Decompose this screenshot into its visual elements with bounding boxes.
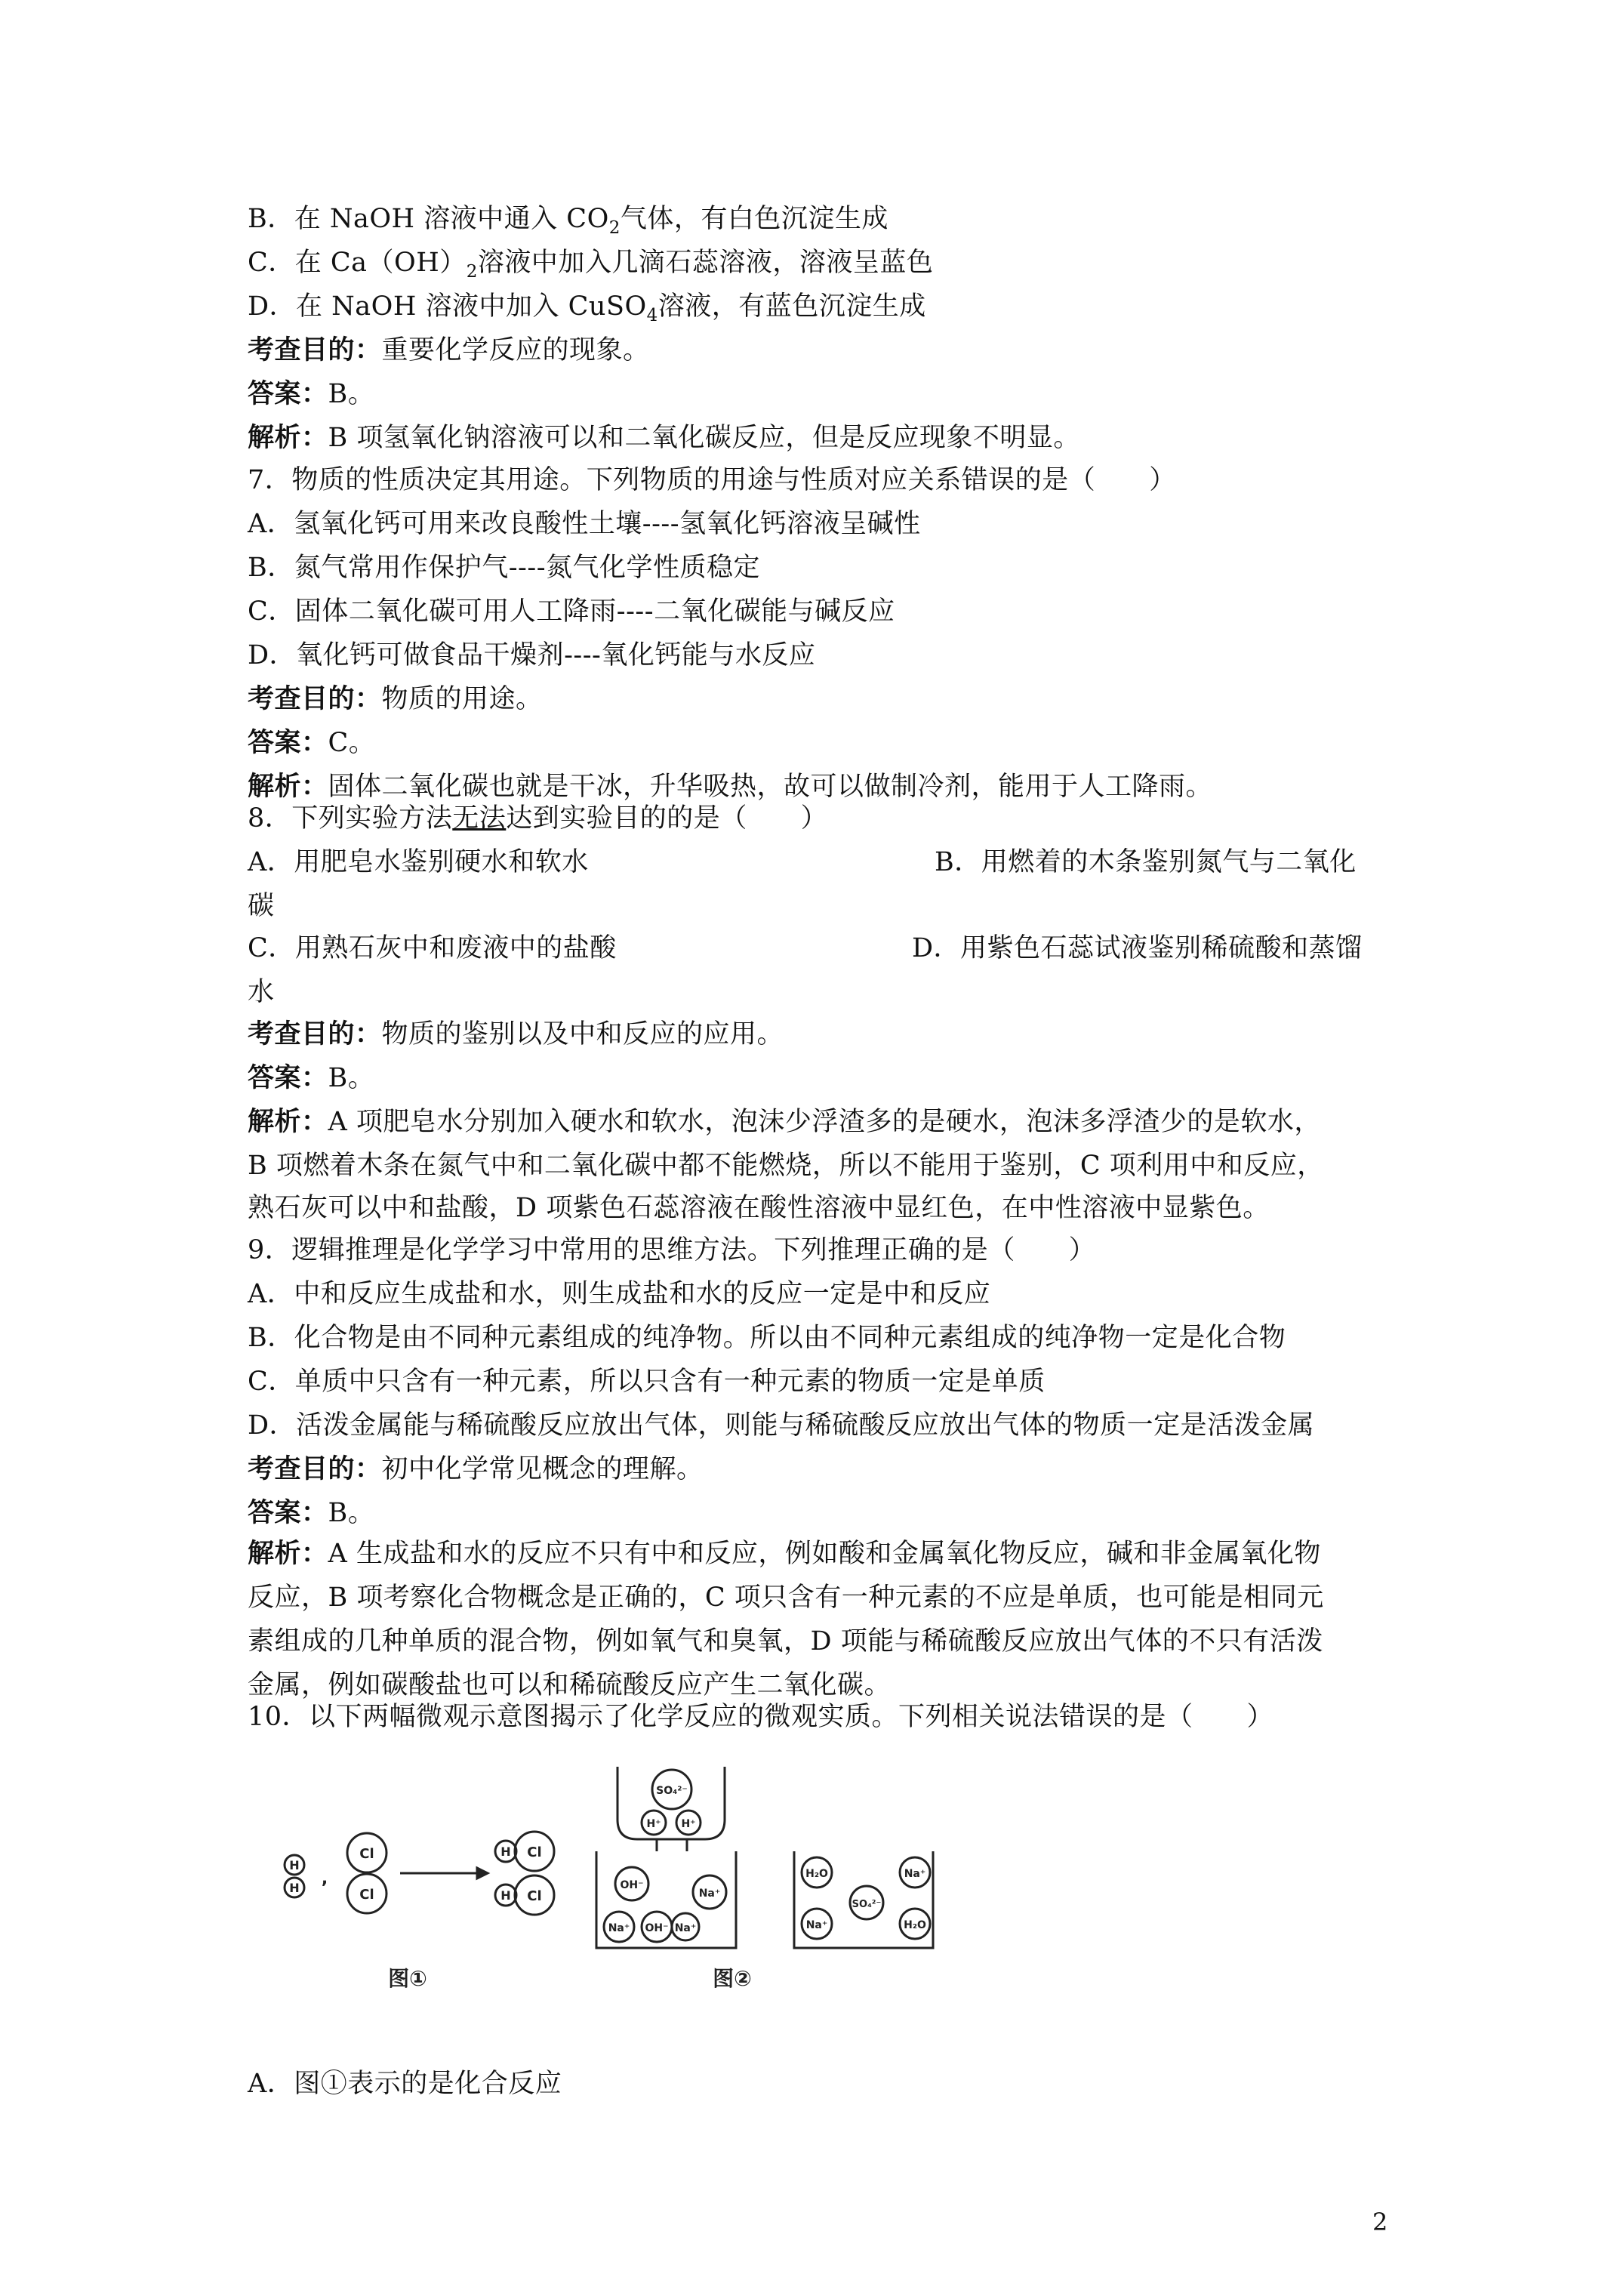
q8-option-c: C．用熟石灰中和废液中的盐酸 xyxy=(248,933,617,963)
cl-atom-label: Cl xyxy=(527,1888,542,1904)
q10-option-a: A．图①表示的是化合反应 xyxy=(248,2069,562,2099)
q9-analysis-line3: 素组成的几种单质的混合物，例如氧气和臭氧，D 项能与稀硫酸反应放出气体的不只有活泼 xyxy=(248,1626,1323,1657)
q10-micro-diagram xyxy=(279,1767,959,2016)
dropper-container xyxy=(617,1767,725,1839)
q10-stem: 10．以下两幅微观示意图揭示了化学反应的微观实质。下列相关说法错误的是（ ） xyxy=(248,1702,1274,1732)
q8-option-b: B．用燃着的木条鉴别氮气与二氧化 xyxy=(935,847,1357,877)
q8-answer: 答案：B。 xyxy=(248,1062,375,1093)
q8-analysis-line3: 熟石灰可以中和盐酸，D 项紫色石蕊溶液在酸性溶液中显红色，在中性溶液中显紫色。 xyxy=(248,1193,1270,1223)
q8-analysis-line2: B 项燃着木条在氮气中和二氧化碳中都不能燃烧，所以不能用于鉴别，C 项利用中和反应， xyxy=(248,1151,1324,1181)
sulfate-ion-label: SO₄²⁻ xyxy=(656,1785,688,1797)
q8-analysis-line1: 解析：A 项肥皂水分别加入硬水和软水，泡沫少浮渣多的是硬水，泡沫多浮渣少的是软水， xyxy=(248,1106,1321,1137)
h-atom-label: H xyxy=(289,1858,300,1872)
q9-analysis-line4: 金属，例如碳酸盐也可以和稀硫酸反应产生二氧化碳。 xyxy=(248,1670,892,1700)
q7-answer: 答案：C。 xyxy=(248,727,376,758)
q6-option-c: C．在 $Ca(OH)_2$溶液中加入几滴石蕊溶液，溶液呈蓝色 xyxy=(248,248,934,282)
cl-atom-label: Cl xyxy=(527,1845,542,1860)
q6-analysis: 解析：B 项氢氧化钠溶液可以和二氧化碳反应，但是反应现象不明显。 xyxy=(248,422,1080,453)
sodium-ion-label: Na⁺ xyxy=(904,1868,926,1880)
h-atom-label: H xyxy=(500,1888,511,1903)
figure-1 xyxy=(285,1832,554,1991)
q8-option-d: D．用紫色石蕊试液鉴别稀硫酸和蒸馏 xyxy=(912,933,1363,963)
q9-analysis-line1: 解析：A 生成盐和水的反应不只有中和反应，例如酸和金属氧化物反应，碱和非金属氧化物 xyxy=(248,1538,1321,1569)
q8-option-b-wrap: 碳 xyxy=(248,891,275,921)
h-atom-label: H xyxy=(500,1845,511,1859)
q7-stem: 7．物质的性质决定其用途。下列物质的用途与性质对应关系错误的是（ ） xyxy=(248,465,1176,495)
water-molecule-label: H₂O xyxy=(805,1868,828,1880)
q6-option-d: D．在 NaOH 溶液中加入 CuSO$_4$溶液，有蓝色沉淀生成 xyxy=(248,291,926,325)
q8-option-a: A．用肥皂水鉴别硬水和软水 xyxy=(248,847,589,877)
q7-analysis: 解析：固体二氧化碳也就是干冰，升华吸热，故可以做制冷剂，能用于人工降雨。 xyxy=(248,771,1213,802)
q9-answer: 答案：B。 xyxy=(248,1497,375,1528)
q9-option-b: B．化合物是由不同种元素组成的纯净物。所以由不同种元素组成的纯净物一定是化合物 xyxy=(248,1323,1286,1353)
sodium-ion-label: Na⁺ xyxy=(674,1922,697,1934)
q6-option-b: B．在 NaOH 溶液中通入 $CO_2$气体，有白色沉淀生成 xyxy=(248,204,888,238)
q7-option-c: C．固体二氧化碳可用人工降雨----二氧化碳能与碱反应 xyxy=(248,596,895,627)
hydrogen-ion-label: H⁺ xyxy=(646,1818,661,1830)
q7-option-d: D．氧化钙可做食品干燥剂----氧化钙能与水反应 xyxy=(248,640,816,670)
water-molecule-label: H₂O xyxy=(904,1919,926,1931)
h-atom-label: H xyxy=(289,1881,300,1895)
hydrogen-ion-label: H⁺ xyxy=(681,1818,696,1830)
q7-purpose: 考查目的：物质的用途。 xyxy=(248,683,543,714)
q8-stem: 8．下列实验方法无法达到实验目的的是（ ） xyxy=(248,803,828,834)
hydroxide-ion-label: OH⁻ xyxy=(645,1922,669,1934)
cl-atom-label: Cl xyxy=(359,1846,374,1862)
q8-purpose: 考查目的：物质的鉴别以及中和反应的应用。 xyxy=(248,1019,784,1049)
page-number: 2 xyxy=(1372,2208,1388,2236)
sodium-ion-label: Na⁺ xyxy=(805,1919,828,1931)
figure-1-caption: 图① xyxy=(388,1966,427,1991)
reaction-arrow-head xyxy=(477,1868,488,1878)
cl-atom-label: Cl xyxy=(359,1887,374,1903)
q6-answer: 答案：B。 xyxy=(248,378,375,409)
q9-stem: 9．逻辑推理是化学学习中常用的思维方法。下列推理正确的是（ ） xyxy=(248,1235,1096,1265)
q8-options-cd xyxy=(248,933,1395,963)
sodium-ion-label: Na⁺ xyxy=(608,1922,630,1934)
q9-option-c: C．单质中只含有一种元素，所以只含有一种元素的物质一定是单质 xyxy=(248,1367,1046,1397)
plus-sign: , xyxy=(321,1869,328,1888)
q8-option-d-wrap: 水 xyxy=(248,977,275,1007)
q9-analysis-line2: 反应，B 项考察化合物概念是正确的，C 项只含有一种元素的不应是单质，也可能是相同元 xyxy=(248,1583,1324,1613)
q9-purpose: 考查目的：初中化学常见概念的理解。 xyxy=(248,1453,704,1484)
sulfate-ion-label: SO₄²⁻ xyxy=(852,1899,882,1910)
q8-options-ab xyxy=(248,847,1395,877)
q9-option-d: D．活泼金属能与稀硫酸反应放出气体，则能与稀硫酸反应放出气体的物质一定是活泼金属 xyxy=(248,1410,1315,1441)
q6-purpose: 考查目的：重要化学反应的现象。 xyxy=(248,334,650,365)
figure-2-beaker xyxy=(596,1767,736,1948)
q7-option-a: A．氢氧化钙可用来改良酸性土壤----氢氧化钙溶液呈碱性 xyxy=(248,509,921,539)
q9-option-a: A．中和反应生成盐和水，则生成盐和水的反应一定是中和反应 xyxy=(248,1279,991,1309)
figure-2-result-beaker xyxy=(713,1851,933,1991)
hydroxide-ion-label: OH⁻ xyxy=(620,1879,644,1891)
sodium-ion-label: Na⁺ xyxy=(698,1888,721,1900)
figure-2-caption: 图② xyxy=(713,1966,752,1991)
q7-option-b: B．氮气常用作保护气----氮气化学性质稳定 xyxy=(248,553,761,583)
